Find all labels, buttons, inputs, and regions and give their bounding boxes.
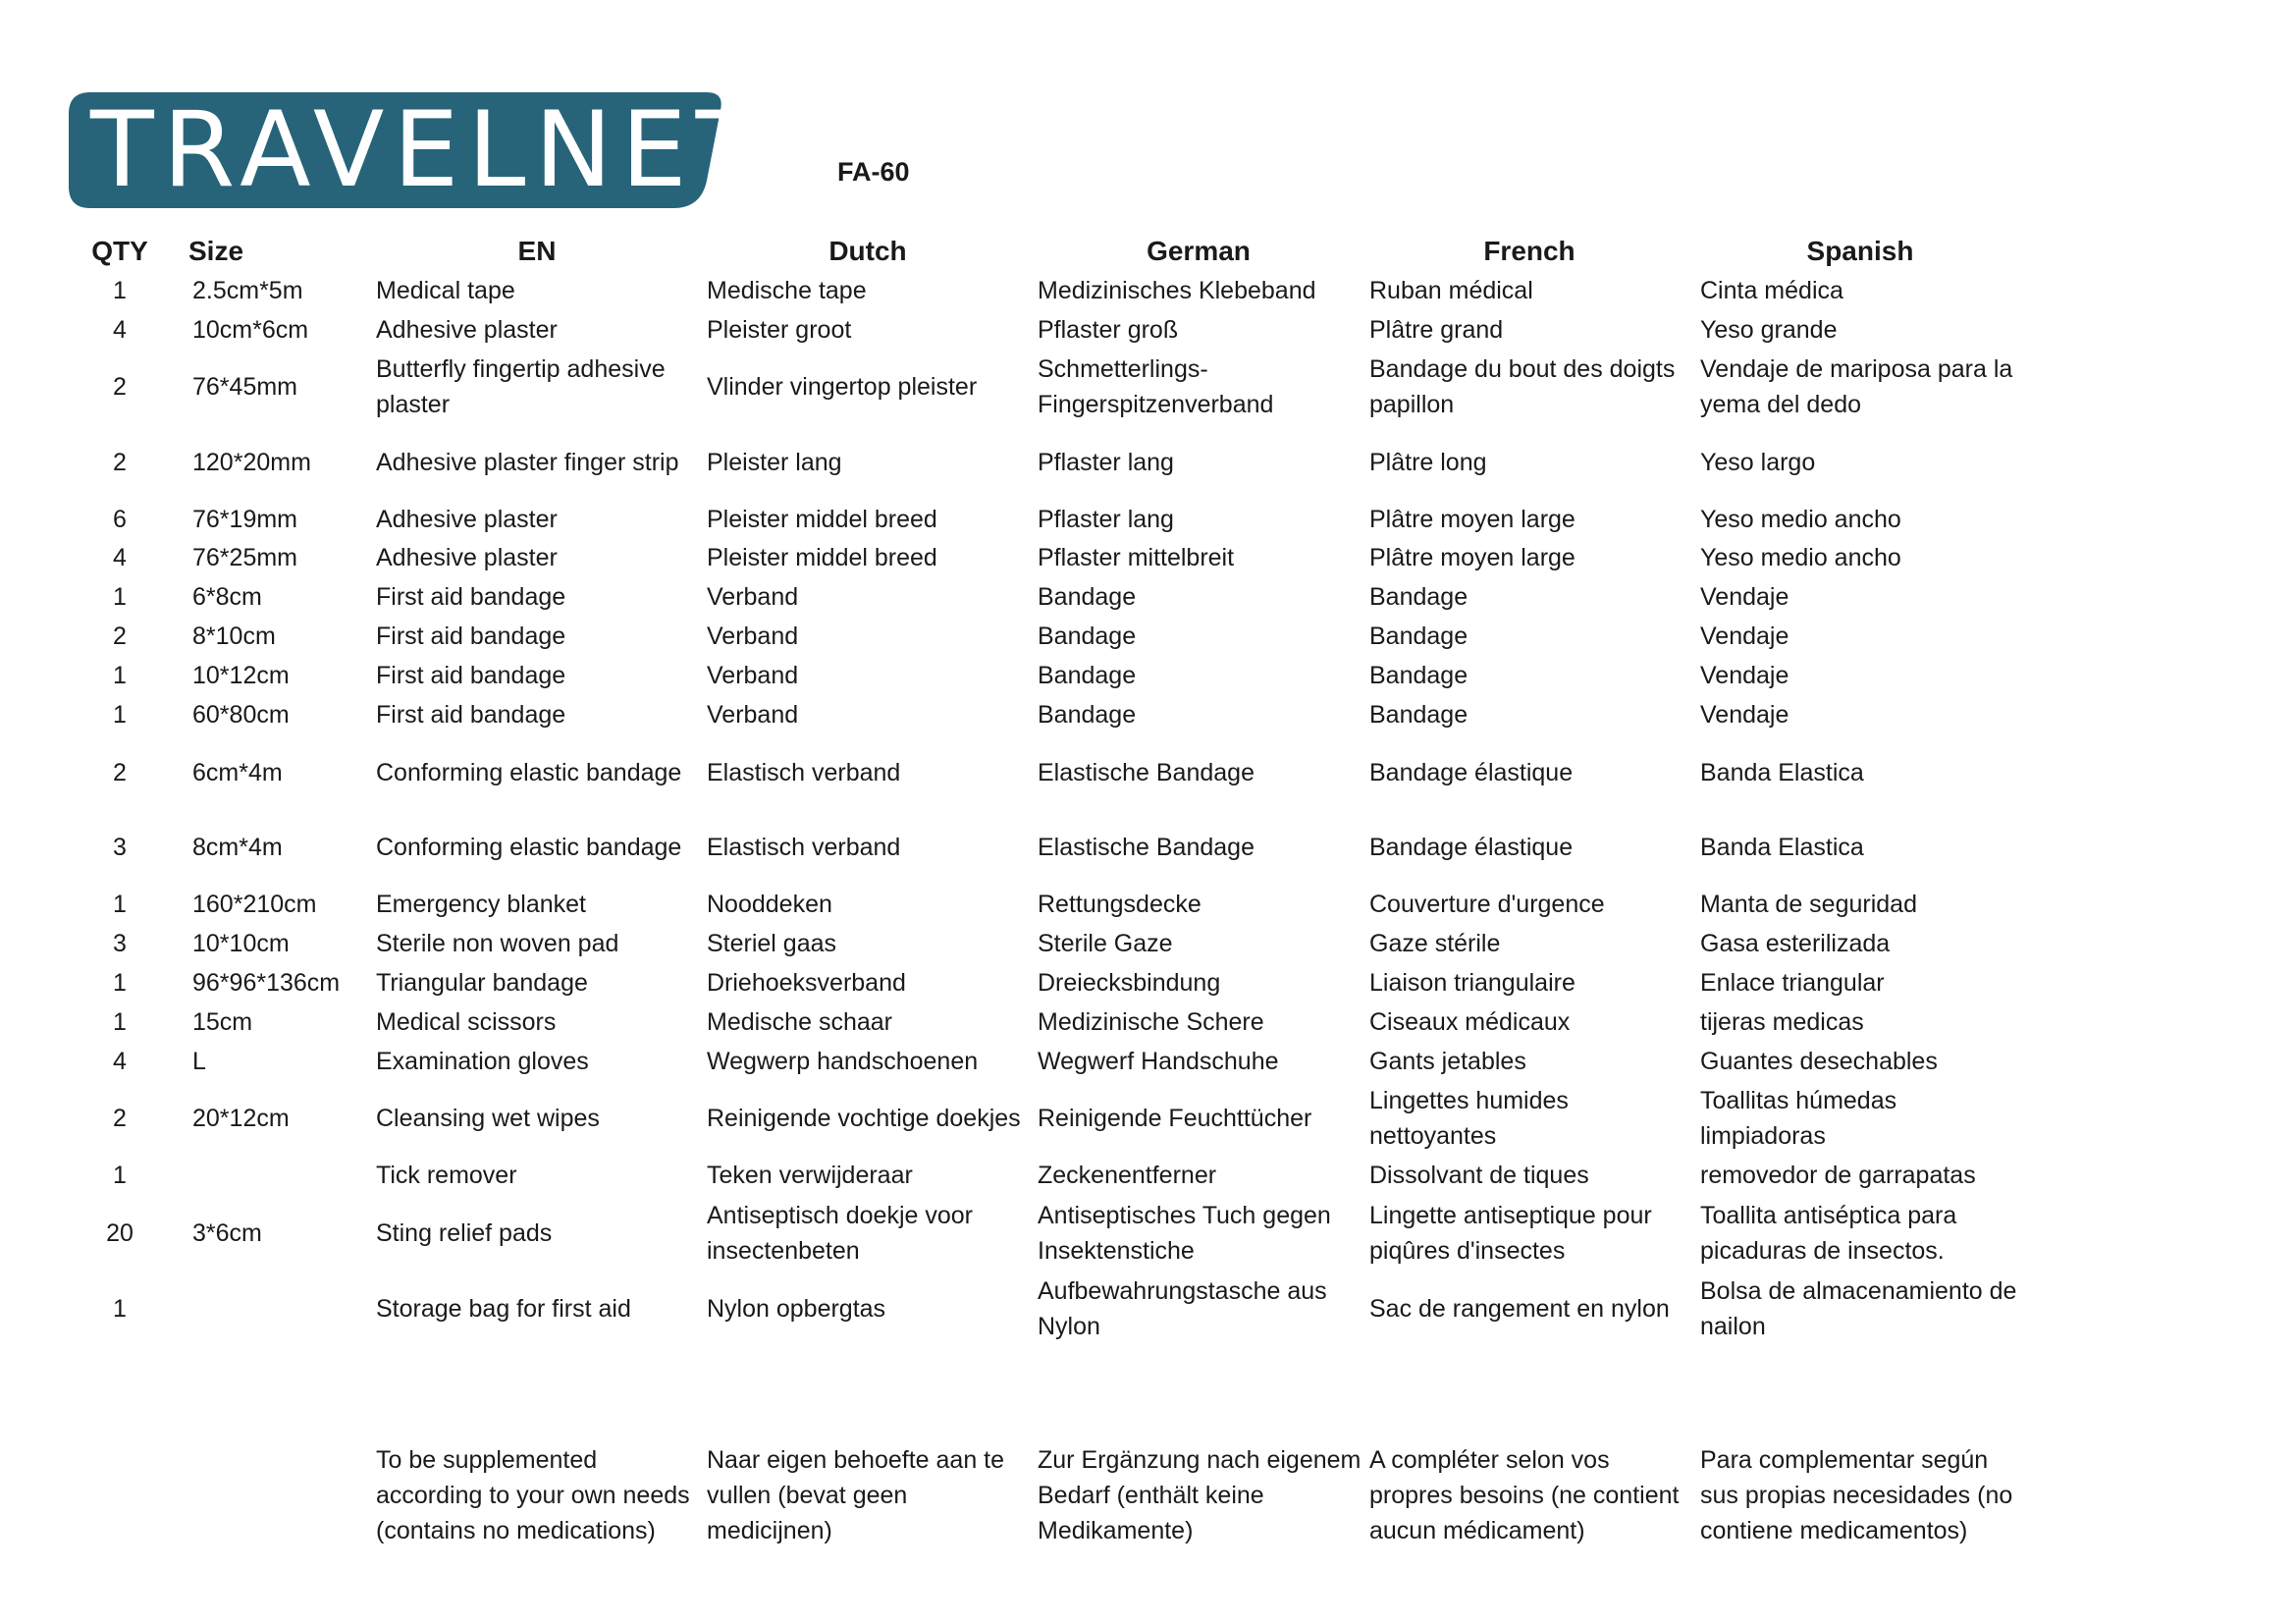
column-header: German: [1147, 236, 1251, 266]
name-en-cell: First aid bandage: [376, 583, 566, 611]
name-nl-cell: insectenbeten: [707, 1237, 860, 1265]
size-cell: 76*19mm: [192, 506, 297, 533]
name-de-cell: Bandage: [1038, 662, 1137, 689]
size-cell: 15cm: [192, 1008, 253, 1036]
name-es-cell: Vendaje: [1700, 701, 1789, 729]
qty-cell: 2: [113, 759, 127, 786]
qty-cell: 1: [113, 1295, 127, 1323]
name-en-cell: Sterile non woven pad: [376, 930, 619, 957]
name-fr-cell: Gants jetables: [1369, 1048, 1526, 1075]
size-cell: 6cm*4m: [192, 759, 283, 786]
name-nl-cell: Driehoeksverband: [707, 969, 906, 997]
size-cell: 3*6cm: [192, 1219, 262, 1247]
name-nl-cell: Verband: [707, 662, 799, 689]
name-de-cell: Medizinisches Klebeband: [1038, 277, 1316, 304]
name-fr-cell: piqûres d'insectes: [1369, 1237, 1566, 1265]
name-es-cell: Vendaje: [1700, 583, 1789, 611]
name-en-cell: Medical tape: [376, 277, 515, 304]
name-de-cell: Zeckenentferner: [1038, 1162, 1217, 1189]
name-de-cell: Elastische Bandage: [1038, 834, 1255, 861]
name-es-cell: Cinta médica: [1700, 277, 1843, 304]
column-header: French: [1483, 236, 1575, 266]
name-es-cell: picaduras de insectos.: [1700, 1237, 1945, 1265]
footer-note-nl: medicijnen): [707, 1517, 832, 1544]
name-es-cell: Vendaje: [1700, 623, 1789, 650]
footer-note-en: (contains no medications): [376, 1517, 656, 1544]
name-es-cell: Toallitas húmedas: [1700, 1087, 1897, 1114]
name-en-cell: Storage bag for first aid: [376, 1295, 631, 1323]
name-es-cell: Enlace triangular: [1700, 969, 1885, 997]
name-es-cell: Banda Elastica: [1700, 759, 1864, 786]
name-nl-cell: Verband: [707, 623, 799, 650]
footer-note-es: sus propias necesidades (no: [1700, 1482, 2013, 1509]
name-de-cell: Dreiecksbindung: [1038, 969, 1221, 997]
size-cell: 2.5cm*5m: [192, 277, 303, 304]
name-nl-cell: Medische tape: [707, 277, 867, 304]
name-nl-cell: Elastisch verband: [707, 759, 901, 786]
name-es-cell: Yeso medio ancho: [1700, 506, 1901, 533]
name-nl-cell: Reinigende vochtige doekjes: [707, 1105, 1021, 1132]
name-es-cell: Guantes desechables: [1700, 1048, 1938, 1075]
name-de-cell: Bandage: [1038, 583, 1137, 611]
name-nl-cell: Medische schaar: [707, 1008, 892, 1036]
name-en-cell: First aid bandage: [376, 623, 566, 650]
name-fr-cell: Bandage: [1369, 662, 1468, 689]
qty-cell: 1: [113, 583, 127, 611]
name-en-cell: Conforming elastic bandage: [376, 834, 682, 861]
name-nl-cell: Antiseptisch doekje voor: [707, 1202, 973, 1229]
size-cell: 6*8cm: [192, 583, 262, 611]
name-es-cell: nailon: [1700, 1313, 1766, 1340]
footer-note-fr: aucun médicament): [1369, 1517, 1585, 1544]
footer-note-de: Medikamente): [1038, 1517, 1194, 1544]
name-fr-cell: Couverture d'urgence: [1369, 891, 1605, 918]
name-nl-cell: Steriel gaas: [707, 930, 837, 957]
name-es-cell: Vendaje de mariposa para la: [1700, 355, 2013, 383]
name-fr-cell: Bandage élastique: [1369, 834, 1574, 861]
column-header: EN: [517, 236, 557, 266]
footer-note-en: To be supplemented: [376, 1446, 598, 1474]
footer-note-de: Zur Ergänzung nach eigenem: [1038, 1446, 1362, 1474]
name-de-cell: Nylon: [1038, 1313, 1100, 1340]
logo-text: TRAVELNET: [90, 89, 769, 210]
size-cell: 10cm*6cm: [192, 316, 309, 344]
name-fr-cell: Ruban médical: [1369, 277, 1533, 304]
qty-cell: 6: [113, 506, 127, 533]
name-es-cell: limpiadoras: [1700, 1122, 1826, 1150]
name-nl-cell: Vlinder vingertop pleister: [707, 373, 978, 401]
name-en-cell: Adhesive plaster finger strip: [376, 449, 679, 476]
name-de-cell: Pflaster mittelbreit: [1038, 544, 1235, 571]
name-de-cell: Reinigende Feuchttücher: [1038, 1105, 1312, 1132]
name-en-cell: Adhesive plaster: [376, 544, 558, 571]
name-nl-cell: Verband: [707, 583, 799, 611]
qty-cell: 1: [113, 277, 127, 304]
qty-cell: 2: [113, 373, 127, 401]
name-de-cell: Fingerspitzenverband: [1038, 391, 1274, 418]
name-de-cell: Elastische Bandage: [1038, 759, 1255, 786]
size-cell: 8cm*4m: [192, 834, 283, 861]
name-de-cell: Rettungsdecke: [1038, 891, 1201, 918]
name-nl-cell: Pleister middel breed: [707, 544, 937, 571]
size-cell: 8*10cm: [192, 623, 276, 650]
name-nl-cell: Pleister lang: [707, 449, 842, 476]
name-fr-cell: Lingette antiseptique pour: [1369, 1202, 1652, 1229]
name-de-cell: Wegwerf Handschuhe: [1038, 1048, 1279, 1075]
qty-cell: 2: [113, 449, 127, 476]
name-fr-cell: Sac de rangement en nylon: [1369, 1295, 1670, 1323]
name-es-cell: Gasa esterilizada: [1700, 930, 1891, 957]
name-en-cell: Triangular bandage: [376, 969, 588, 997]
size-cell: 120*20mm: [192, 449, 311, 476]
qty-cell: 1: [113, 1162, 127, 1189]
name-fr-cell: papillon: [1369, 391, 1455, 418]
name-fr-cell: Bandage: [1369, 583, 1468, 611]
size-cell: 10*12cm: [192, 662, 290, 689]
name-es-cell: Bolsa de almacenamiento de: [1700, 1277, 2017, 1305]
name-de-cell: Antiseptisches Tuch gegen: [1038, 1202, 1331, 1229]
name-en-cell: Tick remover: [376, 1162, 517, 1189]
qty-cell: 3: [113, 834, 127, 861]
name-fr-cell: Ciseaux médicaux: [1369, 1008, 1571, 1036]
column-header: Spanish: [1806, 236, 1914, 266]
qty-cell: 1: [113, 1008, 127, 1036]
name-es-cell: Yeso largo: [1700, 449, 1816, 476]
name-en-cell: plaster: [376, 391, 451, 418]
name-fr-cell: Plâtre grand: [1369, 316, 1504, 344]
name-de-cell: Bandage: [1038, 623, 1137, 650]
size-cell: 60*80cm: [192, 701, 290, 729]
qty-cell: 1: [113, 969, 127, 997]
name-fr-cell: nettoyantes: [1369, 1122, 1497, 1150]
qty-cell: 4: [113, 316, 127, 344]
qty-cell: 2: [113, 623, 127, 650]
name-es-cell: yema del dedo: [1700, 391, 1862, 418]
name-de-cell: Aufbewahrungstasche aus: [1038, 1277, 1327, 1305]
name-fr-cell: Lingettes humides: [1369, 1087, 1569, 1114]
name-es-cell: Banda Elastica: [1700, 834, 1864, 861]
footer-note-es: contiene medicamentos): [1700, 1517, 1968, 1544]
name-es-cell: Vendaje: [1700, 662, 1789, 689]
name-nl-cell: Pleister groot: [707, 316, 852, 344]
name-de-cell: Pflaster lang: [1038, 506, 1174, 533]
column-header: Dutch: [828, 236, 907, 266]
model-number: FA-60: [837, 157, 910, 187]
column-header: QTY: [91, 236, 148, 266]
name-fr-cell: Liaison triangulaire: [1369, 969, 1575, 997]
name-de-cell: Pflaster lang: [1038, 449, 1174, 476]
name-fr-cell: Plâtre moyen large: [1369, 544, 1575, 571]
name-de-cell: Insektenstiche: [1038, 1237, 1195, 1265]
name-es-cell: Toallita antiséptica para: [1700, 1202, 1957, 1229]
qty-cell: 4: [113, 1048, 127, 1075]
name-de-cell: Sterile Gaze: [1038, 930, 1173, 957]
name-en-cell: Examination gloves: [376, 1048, 589, 1075]
footer-note-fr: A compléter selon vos: [1369, 1446, 1610, 1474]
name-es-cell: tijeras medicas: [1700, 1008, 1864, 1036]
size-cell: 10*10cm: [192, 930, 290, 957]
name-nl-cell: Teken verwijderaar: [707, 1162, 913, 1189]
footer-note-en: according to your own needs: [376, 1482, 690, 1509]
name-en-cell: Butterfly fingertip adhesive: [376, 355, 666, 383]
footer-note-de: Bedarf (enthält keine: [1038, 1482, 1264, 1509]
footer-note-nl: Naar eigen behoefte aan te: [707, 1446, 1005, 1474]
name-de-cell: Pflaster groß: [1038, 316, 1179, 344]
name-nl-cell: Wegwerp handschoenen: [707, 1048, 979, 1075]
size-cell: 76*25mm: [192, 544, 297, 571]
name-de-cell: Medizinische Schere: [1038, 1008, 1264, 1036]
footer-note-nl: vullen (bevat geen: [707, 1482, 908, 1509]
footer-note-fr: propres besoins (ne contient: [1369, 1482, 1680, 1509]
name-en-cell: Sting relief pads: [376, 1219, 553, 1247]
name-fr-cell: Plâtre long: [1369, 449, 1487, 476]
name-fr-cell: Bandage: [1369, 701, 1468, 729]
name-en-cell: First aid bandage: [376, 701, 566, 729]
column-header: Size: [187, 236, 244, 266]
size-cell: L: [192, 1048, 206, 1075]
qty-cell: 4: [113, 544, 127, 571]
name-fr-cell: Bandage élastique: [1369, 759, 1574, 786]
name-nl-cell: Elastisch verband: [707, 834, 901, 861]
name-nl-cell: Nylon opbergtas: [707, 1295, 886, 1323]
name-en-cell: Conforming elastic bandage: [376, 759, 682, 786]
name-es-cell: Manta de seguridad: [1700, 891, 1917, 918]
name-es-cell: Yeso medio ancho: [1700, 544, 1901, 571]
qty-cell: 2: [113, 1105, 127, 1132]
name-fr-cell: Plâtre moyen large: [1369, 506, 1575, 533]
name-nl-cell: Verband: [707, 701, 799, 729]
size-cell: 96*96*136cm: [192, 969, 341, 997]
name-en-cell: Cleansing wet wipes: [376, 1105, 600, 1132]
size-cell: 76*45mm: [192, 373, 297, 401]
name-en-cell: Medical scissors: [376, 1008, 557, 1036]
qty-cell: 1: [113, 891, 127, 918]
name-en-cell: Emergency blanket: [376, 891, 587, 918]
size-cell: 160*210cm: [192, 891, 317, 918]
name-de-cell: Schmetterlings-: [1038, 355, 1208, 383]
qty-cell: 3: [113, 930, 127, 957]
name-en-cell: First aid bandage: [376, 662, 566, 689]
name-fr-cell: Gaze stérile: [1369, 930, 1501, 957]
size-cell: 20*12cm: [192, 1105, 290, 1132]
qty-cell: 1: [113, 701, 127, 729]
qty-cell: 1: [113, 662, 127, 689]
qty-cell: 20: [106, 1219, 133, 1247]
name-es-cell: Yeso grande: [1700, 316, 1838, 344]
name-fr-cell: Dissolvant de tiques: [1369, 1162, 1589, 1189]
name-es-cell: removedor de garrapatas: [1700, 1162, 1976, 1189]
name-nl-cell: Pleister middel breed: [707, 506, 937, 533]
name-fr-cell: Bandage du bout des doigts: [1369, 355, 1676, 383]
name-de-cell: Bandage: [1038, 701, 1137, 729]
name-nl-cell: Nooddeken: [707, 891, 832, 918]
footer-note-es: Para complementar según: [1700, 1446, 1989, 1474]
name-en-cell: Adhesive plaster: [376, 316, 558, 344]
name-fr-cell: Bandage: [1369, 623, 1468, 650]
name-en-cell: Adhesive plaster: [376, 506, 558, 533]
